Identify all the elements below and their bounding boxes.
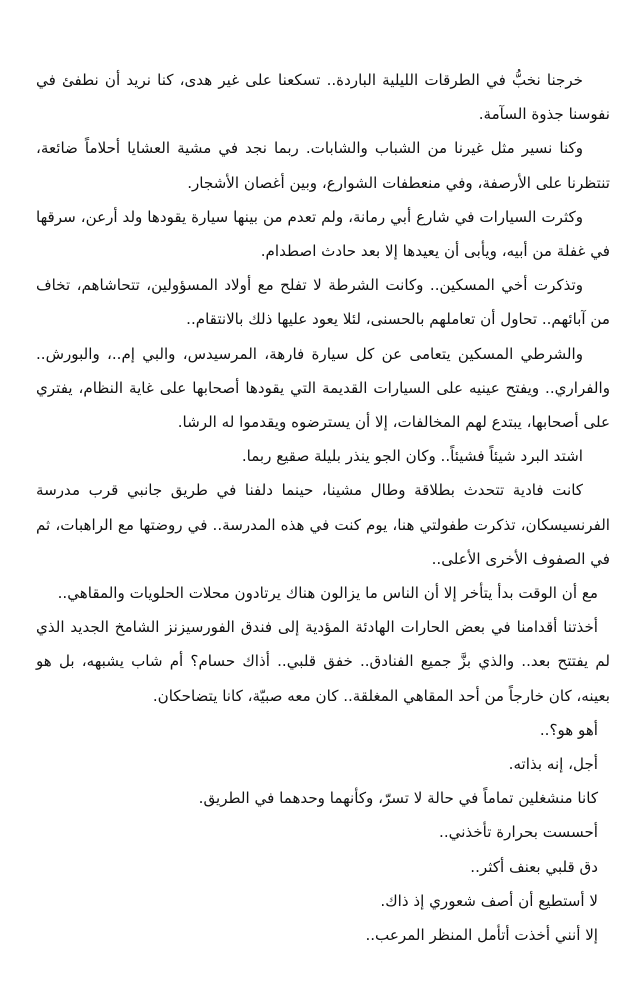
paragraph: وكثرت السيارات في شارع أبي رمانة، ولم تعدم من بينها سيارة يقودها ولد أرعن، سرقها في غفلة من أبيه، ويأبى أن يعيدها إلا بعد حادث اصطدام.	[36, 207, 610, 261]
paragraph: وتذكرت أخي المسكين.. وكانت الشرطة لا تفلح مع أولاد المسؤولين، تتحاشاهم، تخاف من آبائهم.. تحاول أن تعاملهم بالحسنى، لئلا يعود عليها ذلك بالانتقام..	[36, 276, 610, 329]
paragraph: أجل، إنه بذاته.	[508, 755, 598, 774]
paragraph: كانت فادية تتحدث بطلاقة وطال مشينا، حينما دلفنا في طريق جانبي قرب مدرسة الفرنسيسكان، تذكرت طفولتي هنا، يوم كنت في هذه المدرسة.. في روضتها مع الراهبات، ثم في الصفوف الأخرى الأعلى..	[36, 481, 610, 568]
paragraph: والشرطي المسكين يتعامى عن كل سيارة فارهة، المرسيدس، والبي إم..، والبورش.. والفراري.. ويفتح عينيه على السيارات القديمة التي يقودها أصحابها على غاية النظام، يفتري على أصحابها، يبتدع لهم المخالفات، إلا أن يسترضوه ويقدموا له الرشا.	[36, 344, 610, 432]
paragraph: كانا منشغلين تماماً في حالة لا تسرّ، وكأنهما وحدهما في الطريق.	[198, 789, 598, 808]
paragraph: لا أستطيع أن أصف شعوري إذ ذاك.	[380, 891, 598, 910]
paragraph: وكنا نسير مثل غيرنا من الشباب والشابات. ربما نجد في مشية العشايا أحلاماً ضائعة، تنتظرنا على الأرصفة، وفي منعطفات الشوارع، وبين أغصان الأشجار.	[36, 139, 610, 192]
paragraph: دق قلبي بعنف أكثر..	[470, 857, 598, 876]
paragraph: أهو هو؟..	[539, 720, 598, 739]
paragraph: مع أن الوقت بدأ يتأخر إلا أن الناس ما يزالون هناك يرتادون محلات الحلويات والمقاهي..	[57, 584, 598, 603]
book-page	[36, 63, 610, 952]
paragraph: اشتد البرد شيئاً فشيئاً.. وكان الجو ينذر بليلة صقيع ربما.	[241, 447, 583, 466]
paragraph: أخذتنا أقدامنا في بعض الحارات الهادئة المؤدية إلى فندق الفورسيزنز الشامخ الجديد الذي لم يفتتح بعد.. والذي بزَّ جميع الفنادق.. خفق قلبي.. أذاك حسام؟ أم شاب يشبهه، بل هو بعينه، كان خارجاً من أحد المقاهي المغلقة.. كان معه صبيّة، كانا يتضاحكان.	[36, 618, 610, 705]
paragraph: إلا أنني أخذت أتأمل المنظر المرعب..	[365, 926, 598, 945]
paragraph: خرجنا نخبُّ في الطرقات الليلية الباردة.. تسكعنا على غير هدى، كنا نريد أن نطفئ في نفوسنا جذوة السآمة.	[36, 71, 610, 124]
paragraph: أحسست بحرارة تأخذني..	[439, 823, 598, 842]
